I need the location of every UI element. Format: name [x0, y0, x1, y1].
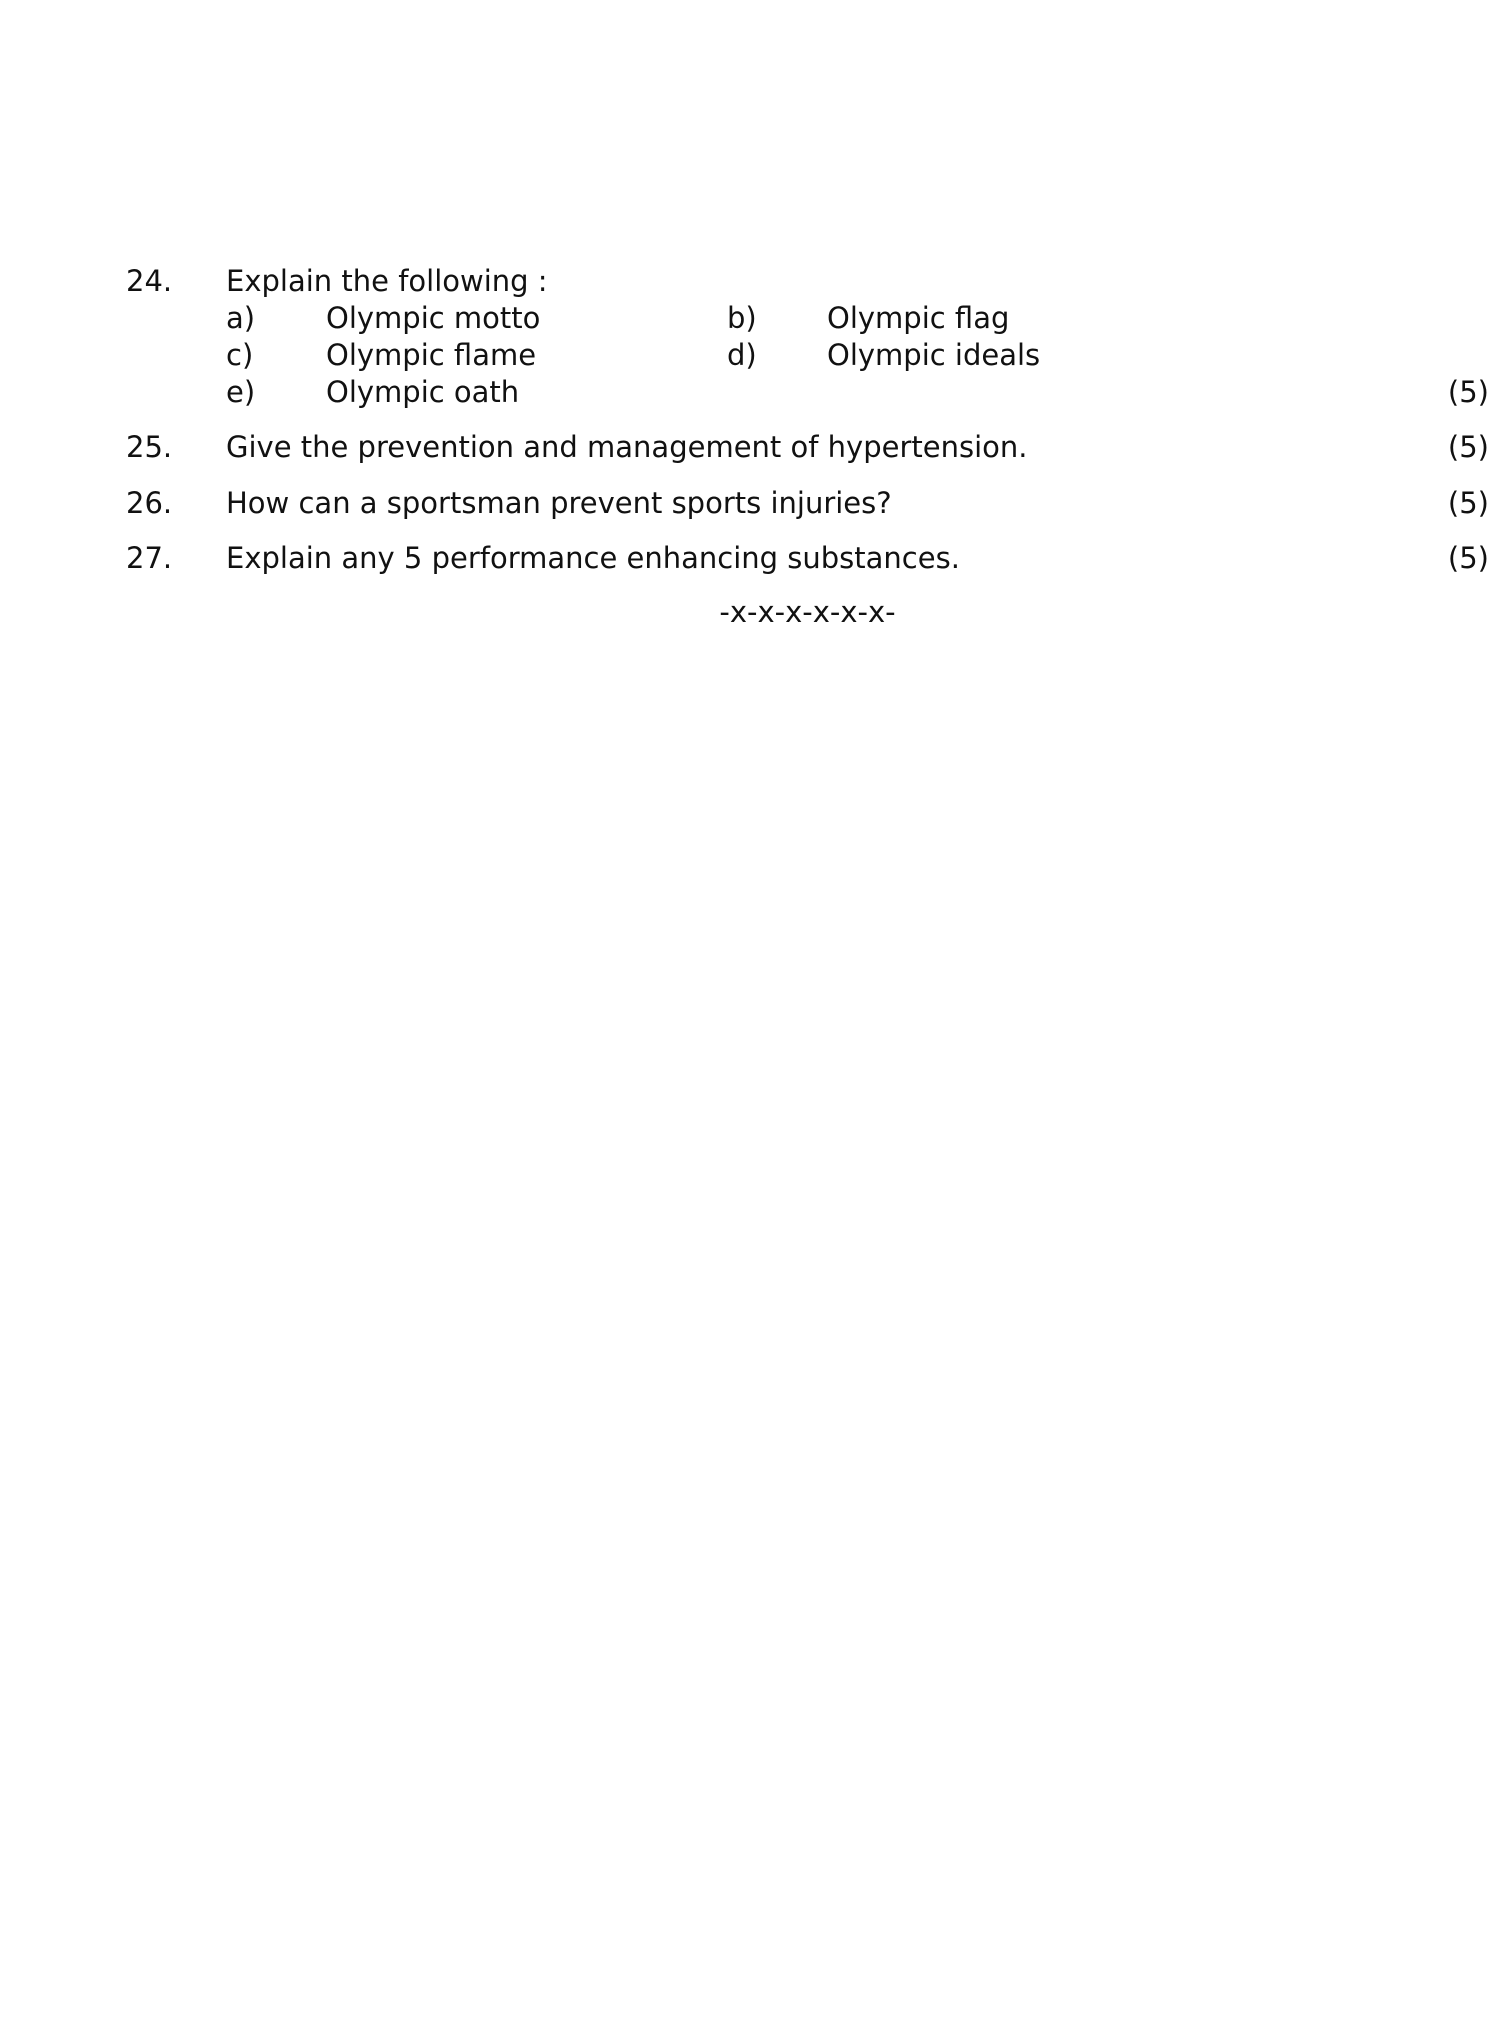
question-text: Explain any 5 performance enhancing substances. [226, 541, 960, 575]
option-label: e) [226, 375, 256, 409]
question-number: 26. [126, 486, 173, 520]
question-number: 27. [126, 541, 173, 575]
option-label: d) [727, 338, 757, 372]
question-marks: (5) [1447, 486, 1489, 520]
end-of-paper-marker: -x-x-x-x-x-x- [719, 595, 896, 629]
option-text: Olympic ideals [827, 338, 1041, 372]
question-marks: (5) [1447, 541, 1489, 575]
option-label: a) [226, 301, 256, 335]
option-label: c) [226, 338, 254, 372]
question-text: Give the prevention and management of hypertension. [226, 430, 1028, 464]
question-text: How can a sportsman prevent sports injuries? [226, 486, 892, 520]
question-marks: (5) [1447, 375, 1489, 409]
question-marks: (5) [1447, 430, 1489, 464]
question-text: Explain the following : [226, 264, 548, 298]
option-label: b) [727, 301, 757, 335]
option-text: Olympic motto [326, 301, 541, 335]
option-text: Olympic flag [827, 301, 1010, 335]
option-text: Olympic oath [326, 375, 520, 409]
question-number: 24. [126, 264, 173, 298]
question-number: 25. [126, 430, 173, 464]
option-text: Olympic flame [326, 338, 537, 372]
